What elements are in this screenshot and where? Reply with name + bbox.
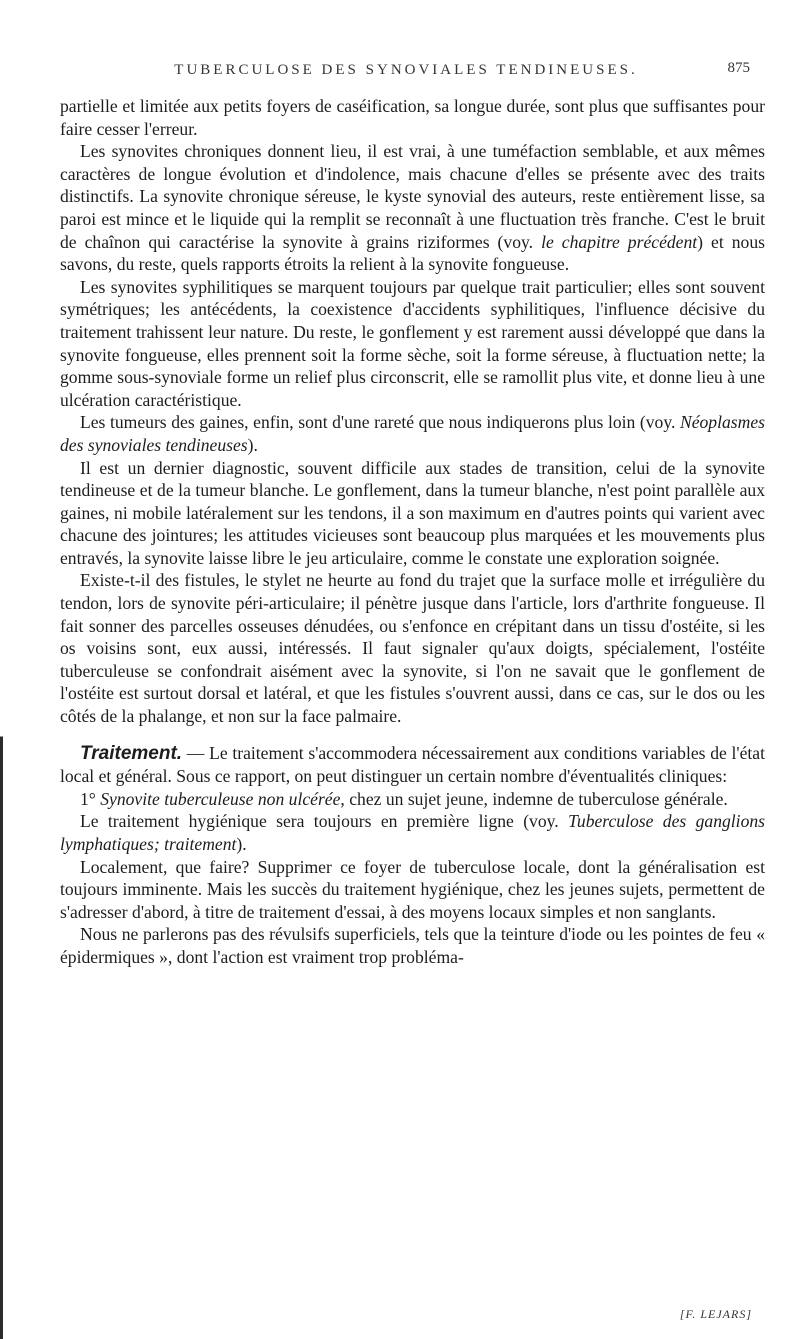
paragraph: Les synovites syphilitiques se marquent toujours par quelque trait particulier; elles sont souvent symétriques; les antécédents, la coexistence d'accidents syphilitiques, l'influence décisive du traitement trahissent leur nature. Du reste, le gonflement y est rarement aussi développé que dans la synovite fongueuse, elles prennent soit la forme sèche, soit la forme séreuse, à fluctuation nette; la gomme sous-synoviale forme un relief plus circonscrit, elle se ramollit plus vite, et donne lieu à une ulcération caractéristique. (60, 276, 765, 410)
paragraph: Le traitement hygiénique sera toujours en première ligne (voy. Tuberculose des ganglions lymphatiques; traitement). (60, 811, 766, 854)
author-signature: [F. LEJARS] (679, 1307, 752, 1321)
paragraph: Nous ne parlerons pas des révulsifs superficiels, tels que la teinture d'iode ou les pointes de feu « épidermiques », dont l'action est vraiment trop probléma- (60, 924, 765, 967)
running-header: TUBERCULOSE DES SYNOVIALES TENDINEUSES. (174, 62, 638, 78)
paragraph: Les tumeurs des gaines, enfin, sont d'une rareté que nous indiquerons plus loin (voy. Néoplasmes des synoviales tendineuses). (60, 412, 765, 455)
paragraph: Localement, que faire? Supprimer ce foyer de tuberculose locale, dont la généralisation est toujours imminente. Mais les succès du traitement hygiénique, chez les jeunes sujets, permettent de s'adresser d'abord, à titre de traitement d'essai, à des moyens locaux simples et non sanglants. (60, 856, 765, 922)
page-body (60, 95, 765, 969)
paragraph: Les synovites chroniques donnent lieu, il est vrai, à une tuméfaction semblable, et aux mêmes caractères de longue évolution et d'indolence, mais chacune d'elles se présente avec des traits distinctifs. La synovite chronique séreuse, le kyste synovial des auteurs, reste entièrement lisse, sa paroi est mince et le liquide qui la remplit se reconnaît à une fluctuation très franche. C'est le bruit de chaînon qui caractérise la synovite à grains riziformes (voy. le chapitre précédent) et nous savons, du reste, quels rapports étroits la relient à la synovite fongueuse. (60, 141, 766, 275)
list-item: 1° Synovite tuberculeuse non ulcérée, chez un sujet jeune, indemne de tuberculose générale. (80, 788, 728, 809)
paragraph: partielle et limitée aux petits foyers de caséification, sa longue durée, sont plus que suffisantes pour faire cesser l'erreur. (60, 96, 765, 139)
paragraph: Il est un dernier diagnostic, souvent difficile aux stades de transition, celui de la synovite tendineuse et de la tumeur blanche. Le gonflement, dans la tumeur blanche, n'est point parallèle aux gaines, ni mobile latéralement sur les tendons, il a son maximum en d'autres points qui varient avec chacune des jointures; les attitudes vicieuses sont beaucoup plus marquées et les mouvements plus entravés, la synovite laisse libre le jeu articulaire, comme le constate une exploration soignée. (60, 457, 765, 568)
section-traitement: Traitement. — Le traitement s'accommodera nécessairement aux conditions variables de l'état local et général. Sous ce rapport, on peut distinguer un certain nombre d'éventualités cliniques: (60, 742, 765, 787)
page-edge-shadow (0, 0, 3, 1339)
page-number: 875 (727, 60, 750, 76)
section-title: Traitement. (80, 742, 183, 764)
paragraph: Existe-t-il des fistules, le stylet ne heurte au fond du trajet que la surface molle et irrégulière du tendon, lors de synovite péri-articulaire; il pénètre jusque dans l'article, lors d'arthrite fongueuse. Il fait sonner des parcelles osseuses dénudées, ou s'enfonce en crépitant dans un tissu d'ostéite, si les os voisins sont, eux aussi, intéressés. Il faut signaler qu'aux doigts, spécialement, l'ostéite tuberculeuse se confondrait aisément avec la synovite, si l'on ne savait que le gonflement de l'ostéite est surtout dorsal et latéral, et que les fistules s'ouvrent aussi, dans ce cas, sur le dos ou les côtés de la phalange, et non sur la face palmaire. (60, 570, 765, 727)
